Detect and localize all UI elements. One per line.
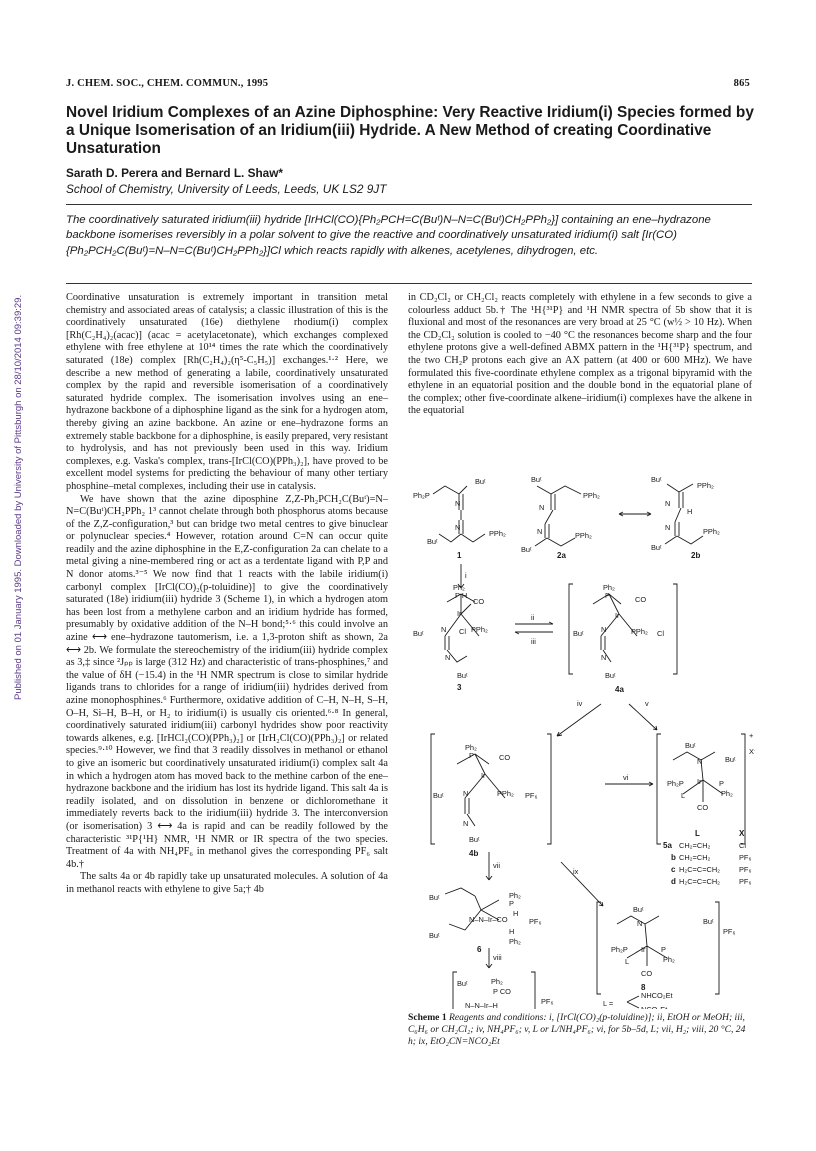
scheme-group: N–N–Ir–CO xyxy=(469,915,508,924)
scheme-group: Buᵗ xyxy=(457,979,468,988)
scheme-group: N xyxy=(445,653,451,662)
table-cell: 5a xyxy=(663,841,672,850)
table-cell: H₂C=C=CH₂ xyxy=(679,865,721,874)
step-label: iii xyxy=(531,637,536,646)
paragraph: Coordinative unsaturation is extremely important in transition metal chemistry and associated areas of catalysis; a classic illustration of this is the coordinatively unsaturated (16e) diethylene rhodium(i) complex [Rh(C₂H₄)₂(acac)] (acac = acetylacetonate), which exchanges complexed ethylene with free ethylene at 10¹⁴ times the rate which the coordinatively saturated (18e) complex [Rh(C₂H₄)₂(η⁵-C₅H₅)] exchanges.¹·² Here, we describe a new method of generating a labile, coordinatively unsaturated complex by the rapid and reversible isomerisation of a coordinatively saturated hydride complex. The isomerisation involves using an ene–hydrazone backbone of a diphosphine ligand as the sink for a hydrogen atom, thereby giving an azine backbone. An azine or ene–hydrazone forms an extremely stable backbone for a diphosphine, is easily prepared, very resistant to hydrolysis, and has not previously been used in this way. Iridium complexes, e.g. Vaska's complex, trans-[IrCl(CO)(PPh₃)₂], have proved to be excellent model systems for predicting the behaviour of many other tertiary phosphine–metal complexes, including their use in catalysis. xyxy=(66,292,388,492)
scheme-group: P H xyxy=(455,591,468,600)
scheme-group: Ph₂P xyxy=(667,779,684,788)
download-watermark xyxy=(2,180,24,700)
scheme-group: N xyxy=(463,789,469,798)
scheme-group: P xyxy=(605,591,610,600)
scheme-group: N xyxy=(463,819,469,828)
scheme-group: Ph₂ xyxy=(509,891,521,900)
scheme-group: Buᵗ xyxy=(413,629,424,638)
scheme-group: PF₆ xyxy=(541,997,554,1006)
scheme-group: Ph₂ xyxy=(509,937,521,946)
scheme-group: N xyxy=(601,653,607,662)
scheme-group: PPh₂ xyxy=(497,789,514,798)
scheme-group: Ph₂ xyxy=(603,583,615,592)
scheme-group: H xyxy=(509,927,515,936)
table-header-X: X xyxy=(739,829,745,838)
table-cell: b xyxy=(671,853,676,862)
scheme-group: Ph₂P xyxy=(413,491,430,500)
page-number: 865 xyxy=(733,78,750,89)
scheme-group: CO xyxy=(641,969,653,978)
scheme-group: PPh₂ xyxy=(583,491,600,500)
scheme-group: H xyxy=(513,909,519,918)
scheme-group: L = xyxy=(603,999,614,1008)
scheme-group: N xyxy=(601,625,607,634)
compound-label: 6 xyxy=(477,945,482,954)
scheme-group: Buᵗ xyxy=(521,545,532,554)
reaction-scheme xyxy=(405,464,755,1009)
scheme-caption-label: Scheme 1 xyxy=(408,1012,447,1023)
step-label: v xyxy=(645,699,649,708)
scheme-group: N xyxy=(665,499,671,508)
scheme-group: Ph₂ xyxy=(491,977,503,986)
scheme-group: PF₆ xyxy=(529,917,542,926)
rule-bottom xyxy=(66,283,752,284)
scheme-group: H xyxy=(687,507,693,516)
scheme-group: X xyxy=(749,747,754,756)
scheme-group: Buᵗ xyxy=(429,893,440,902)
scheme-group: P CO xyxy=(493,987,511,996)
scheme-group: Buᵗ xyxy=(475,477,486,486)
compound-label: 3 xyxy=(457,683,462,692)
scheme-group: P xyxy=(719,779,724,788)
step-label: vi xyxy=(623,773,629,782)
step-label: ii xyxy=(531,613,535,622)
scheme-group: Buᵗ xyxy=(427,537,438,546)
scheme-group: PPh₂ xyxy=(489,529,506,538)
scheme-group: Ir xyxy=(641,945,646,954)
table-cell: c xyxy=(671,865,676,874)
scheme-group: PPh₂ xyxy=(575,531,592,540)
scheme-group: Ph₂ xyxy=(465,743,477,752)
reaction-scheme-drawing xyxy=(405,464,755,1009)
scheme-group: Buᵗ xyxy=(633,905,644,914)
scheme-group: CO xyxy=(499,753,511,762)
scheme-group: PF₆ xyxy=(723,927,736,936)
scheme-group: Buᵗ xyxy=(605,671,616,680)
abstract: The coordinatively saturated iridium(iii) hydride [IrHCl(CO){Ph₂PCH=C(Buᵗ)N–N=C(Buᵗ)CH₂PPh₂}] containing an ene–hydrazone backbone isomerises reversibly in a polar solvent to give the reactive and coordinatively unsaturated iridium(i) salt [Ir(CO){Ph₂PCH₂C(Buᵗ)=N–N=C(Buᵗ)CH₂PPh₂}]Cl which reacts rapidly with alkenes, acetylenes, dihydrogen, etc. xyxy=(66,214,711,257)
paragraph: We have shown that the azine diposphine Z,Z-Ph₂PCH₂C(Buᵗ)=N–N=C(Buᵗ)CH₂PPh₂ 1³ cannot chelate through both phosphorus atoms because of the Z,Z-configuration,³ but can bridge two metal centres to give binuclear or polynuclear species.⁴ However, rotation around C=N can occur quite readily and the azine diphosphine in the E,Z-configuration 2a can chelate to a metal giving a nine-membered ring or act as a terdentate ligand with P,P and N donor atoms.³⁻⁵ We now find that 1 reacts with the labile iridium(i) carbonyl complex [IrCl(CO)₂(p-toluidine)] to give the coordinatively saturated (18e) iridium(iii) hydride 3 (Scheme 1), in which a hydrogen atom has been lost from a methylene carbon and an iridium hydride has formed, presumably by oxidative addition of the N–H bond;⁵·⁶ this could involve an azine ⟷ ene–hydrazone tautomerism, i.e. a 1,3-proton shift as shown, 2a ⟷ 2b. We formulate the stereochemistry of the iridium(iii) hydride complex as 3,‡ since ²Jₚₚ is large (312 Hz) and characteristic of trans-phosphines,⁷ and the value of δH (−15.4) in the ¹H NMR spectrum is close to similar hydride ligands trans to chlorides for a range of iridium(iii) hydrides derived from azine monophosphines.⁶ Furthermore, oxidative addition of C–H, N–H, S–H, O–H, Si–H, B–H, or H₂ to iridium(i) is usually cis oriented.⁶·⁸ In general, coordinatively saturated iridium(iii) carbonyl hydrides show poor reactivity towards alkenes, e.g. [IrHCl₂(CO)(PPh₃)₂] or [IrH₂Cl(CO)(PPh₃)₂] or related species.⁹·¹⁰ However, we find that 3 readily dissolves in methanol or ethanol to give an isomeric but coordinatively unsaturated iridium(i) complex salt 4a in which a hydrogen atom has moved back to the methine carbon of the ene–hydrazone backbone and the iridium has lost its hydride ligand. This salt 4a is readily isolated, and on dissolution in benzene or dichloromethane it immediately reverts back to the iridium(iii) hydride 3. The interconversion (or isomerisation) 3 ⟷ 4a is rapid and can be readily followed by the characteristic ³¹P{¹H} NMR, ¹H NMR or IR spectra of the two species. Treatment of 4a with NH₄PF₆ in methanol gives the corresponding PF₆ salt 4b.† xyxy=(66,493,388,870)
scheme-group: Ph₂ xyxy=(721,789,733,798)
scheme-group: L xyxy=(681,791,686,800)
running-header xyxy=(66,78,750,89)
step-label: ix xyxy=(573,867,579,876)
step-label: viii xyxy=(493,953,502,962)
body-column-left xyxy=(66,292,388,897)
scheme-group: PPh₂ xyxy=(697,481,714,490)
scheme-caption xyxy=(408,1012,752,1047)
compound-label: 2b xyxy=(691,551,701,560)
table-cell: Cl xyxy=(739,841,746,850)
scheme-group: N xyxy=(537,527,543,536)
scheme-group: P xyxy=(509,899,514,908)
scheme-group: PF₆ xyxy=(525,791,538,800)
paragraph: The salts 4a or 4b rapidly take up unsaturated molecules. A solution of 4a in methanol reacts with ethylene to give 5a;† 4b xyxy=(66,871,388,895)
table-cell: d xyxy=(671,877,676,886)
scheme-group: N xyxy=(455,499,461,508)
scheme-group: CO xyxy=(473,597,485,606)
table-cell: PF₆ xyxy=(739,865,752,874)
scheme-group: L xyxy=(625,957,630,966)
scheme-group: Ir xyxy=(615,611,620,620)
table-cell: PF₆ xyxy=(739,877,752,886)
compound-label: 2a xyxy=(557,551,566,560)
scheme-group: Buᵗ xyxy=(651,543,662,552)
scheme-group: N xyxy=(539,503,545,512)
scheme-group: Ph₂P xyxy=(611,945,628,954)
scheme-group: Buᵗ xyxy=(457,671,468,680)
scheme-group: Ir xyxy=(697,777,702,786)
compound-label: 4b xyxy=(469,849,479,858)
step-label: i xyxy=(465,571,467,580)
table-cell: H₂C=C=CH₂ xyxy=(679,877,721,886)
rule-top xyxy=(66,204,752,205)
scheme-group: Buᵗ xyxy=(531,475,542,484)
scheme-group: P xyxy=(661,945,666,954)
scheme-group: Buᵗ xyxy=(725,755,736,764)
article-title: Novel Iridium Complexes of an Azine Diphosphine: Very Reactive Iridium(i) Species formed by a Unique Isomerisation of an Iridium(iii) Hydride. A New Method of creating Coordinative Unsaturation xyxy=(66,104,754,157)
scheme-group: N xyxy=(637,919,643,928)
step-label: vii xyxy=(493,861,500,870)
compound-label: 8 xyxy=(641,983,646,992)
scheme-group: PPh₂ xyxy=(631,627,648,636)
scheme-group: PPh₂ xyxy=(471,625,488,634)
scheme-group: Buᵗ xyxy=(703,917,714,926)
scheme-caption-text: Reagents and conditions: i, [IrCl(CO)₂(p-toluidine)]; ii, EtOH or MeOH; iii, C₆H₆ or CH₂Cl₂; iv, NH₄PF₆; v, L or L/NH₄PF₆; vi, for 5b–5d, L; vii, H₂; viii, 20 °C, 24 h; ix, EtO₂CN=NCO₂Et xyxy=(408,1012,746,1047)
compound-label: 4a xyxy=(615,685,624,694)
ligand-L-part xyxy=(641,1005,667,1009)
compound-label: 1 xyxy=(457,551,462,560)
scheme-group: + xyxy=(749,731,754,740)
journal-name: J. CHEM. SOC., CHEM. COMMUN., 1995 xyxy=(66,78,269,89)
scheme-group: Buᵗ xyxy=(433,791,444,800)
scheme-group: Ph₂ xyxy=(453,583,465,592)
step-label: iv xyxy=(577,699,583,708)
scheme-group: Cl xyxy=(459,627,466,636)
table-cell: PF₆ xyxy=(739,853,752,862)
scheme-group: Ir xyxy=(481,771,486,780)
scheme-group: PPh₂ xyxy=(703,527,720,536)
scheme-group: CO xyxy=(635,595,647,604)
scheme-group: Buᵗ xyxy=(651,475,662,484)
article-authors: Sarath D. Perera and Bernard L. Shaw* xyxy=(66,166,284,180)
scheme-group: Buᵗ xyxy=(685,741,696,750)
table-cell: CH₂=CH₂ xyxy=(679,841,711,850)
scheme-group: N xyxy=(455,523,461,532)
paragraph: in CD₂Cl₂ or CH₂Cl₂ reacts completely with ethylene in a few seconds to give a colourless adduct 5b.† The ¹H{³¹P} and ¹H NMR spectra of 5b show that it is fluxional and most of the resonances are very broad at 25 °C (w½ > 10 Hz). When the CD₂Cl₂ solution is cooled to −40 °C the resonances become sharp and the four ethylene protons give a well-defined ABMX pattern in the ¹H{³¹P} spectrum, and the two CH₂P protons each give an AX pattern (at 400 or 600 MHz). We have formulated this five-coordinate ethylene complex as a trigonal bipyramid with the ethylene in an equatorial position and the double bond in the equatorial plane of the complex; other five-coordinate alkene–iridium(i) complexes have the alkene in the equatorial xyxy=(408,292,752,417)
scheme-group: Buᵗ xyxy=(429,931,440,940)
table-header-L: L xyxy=(695,829,700,838)
article-affiliation: School of Chemistry, University of Leeds, Leeds, UK LS2 9JT xyxy=(66,182,387,196)
scheme-group: CO xyxy=(697,803,709,812)
body-column-right xyxy=(408,292,752,418)
download-watermark-text: Published on 01 January 1995. Downloaded by University of Pittsburgh on 28/10/2014 09:39:29. xyxy=(13,294,24,700)
scheme-group: P xyxy=(469,751,474,760)
table-cell: CH₂=CH₂ xyxy=(679,853,711,862)
scheme-group: Cl xyxy=(657,629,664,638)
scheme-group: Ph₂ xyxy=(663,955,675,964)
scheme-group: Buᵗ xyxy=(573,629,584,638)
scheme-group: N–N–Ir–H xyxy=(465,1001,498,1009)
scheme-group: Ir xyxy=(457,609,462,618)
scheme-group: N xyxy=(697,757,703,766)
scheme-group: Buᵗ xyxy=(469,835,480,844)
scheme-group: N xyxy=(441,625,447,634)
ligand-L-part: NHCO₂Et xyxy=(641,991,673,1000)
scheme-group: N xyxy=(665,523,671,532)
